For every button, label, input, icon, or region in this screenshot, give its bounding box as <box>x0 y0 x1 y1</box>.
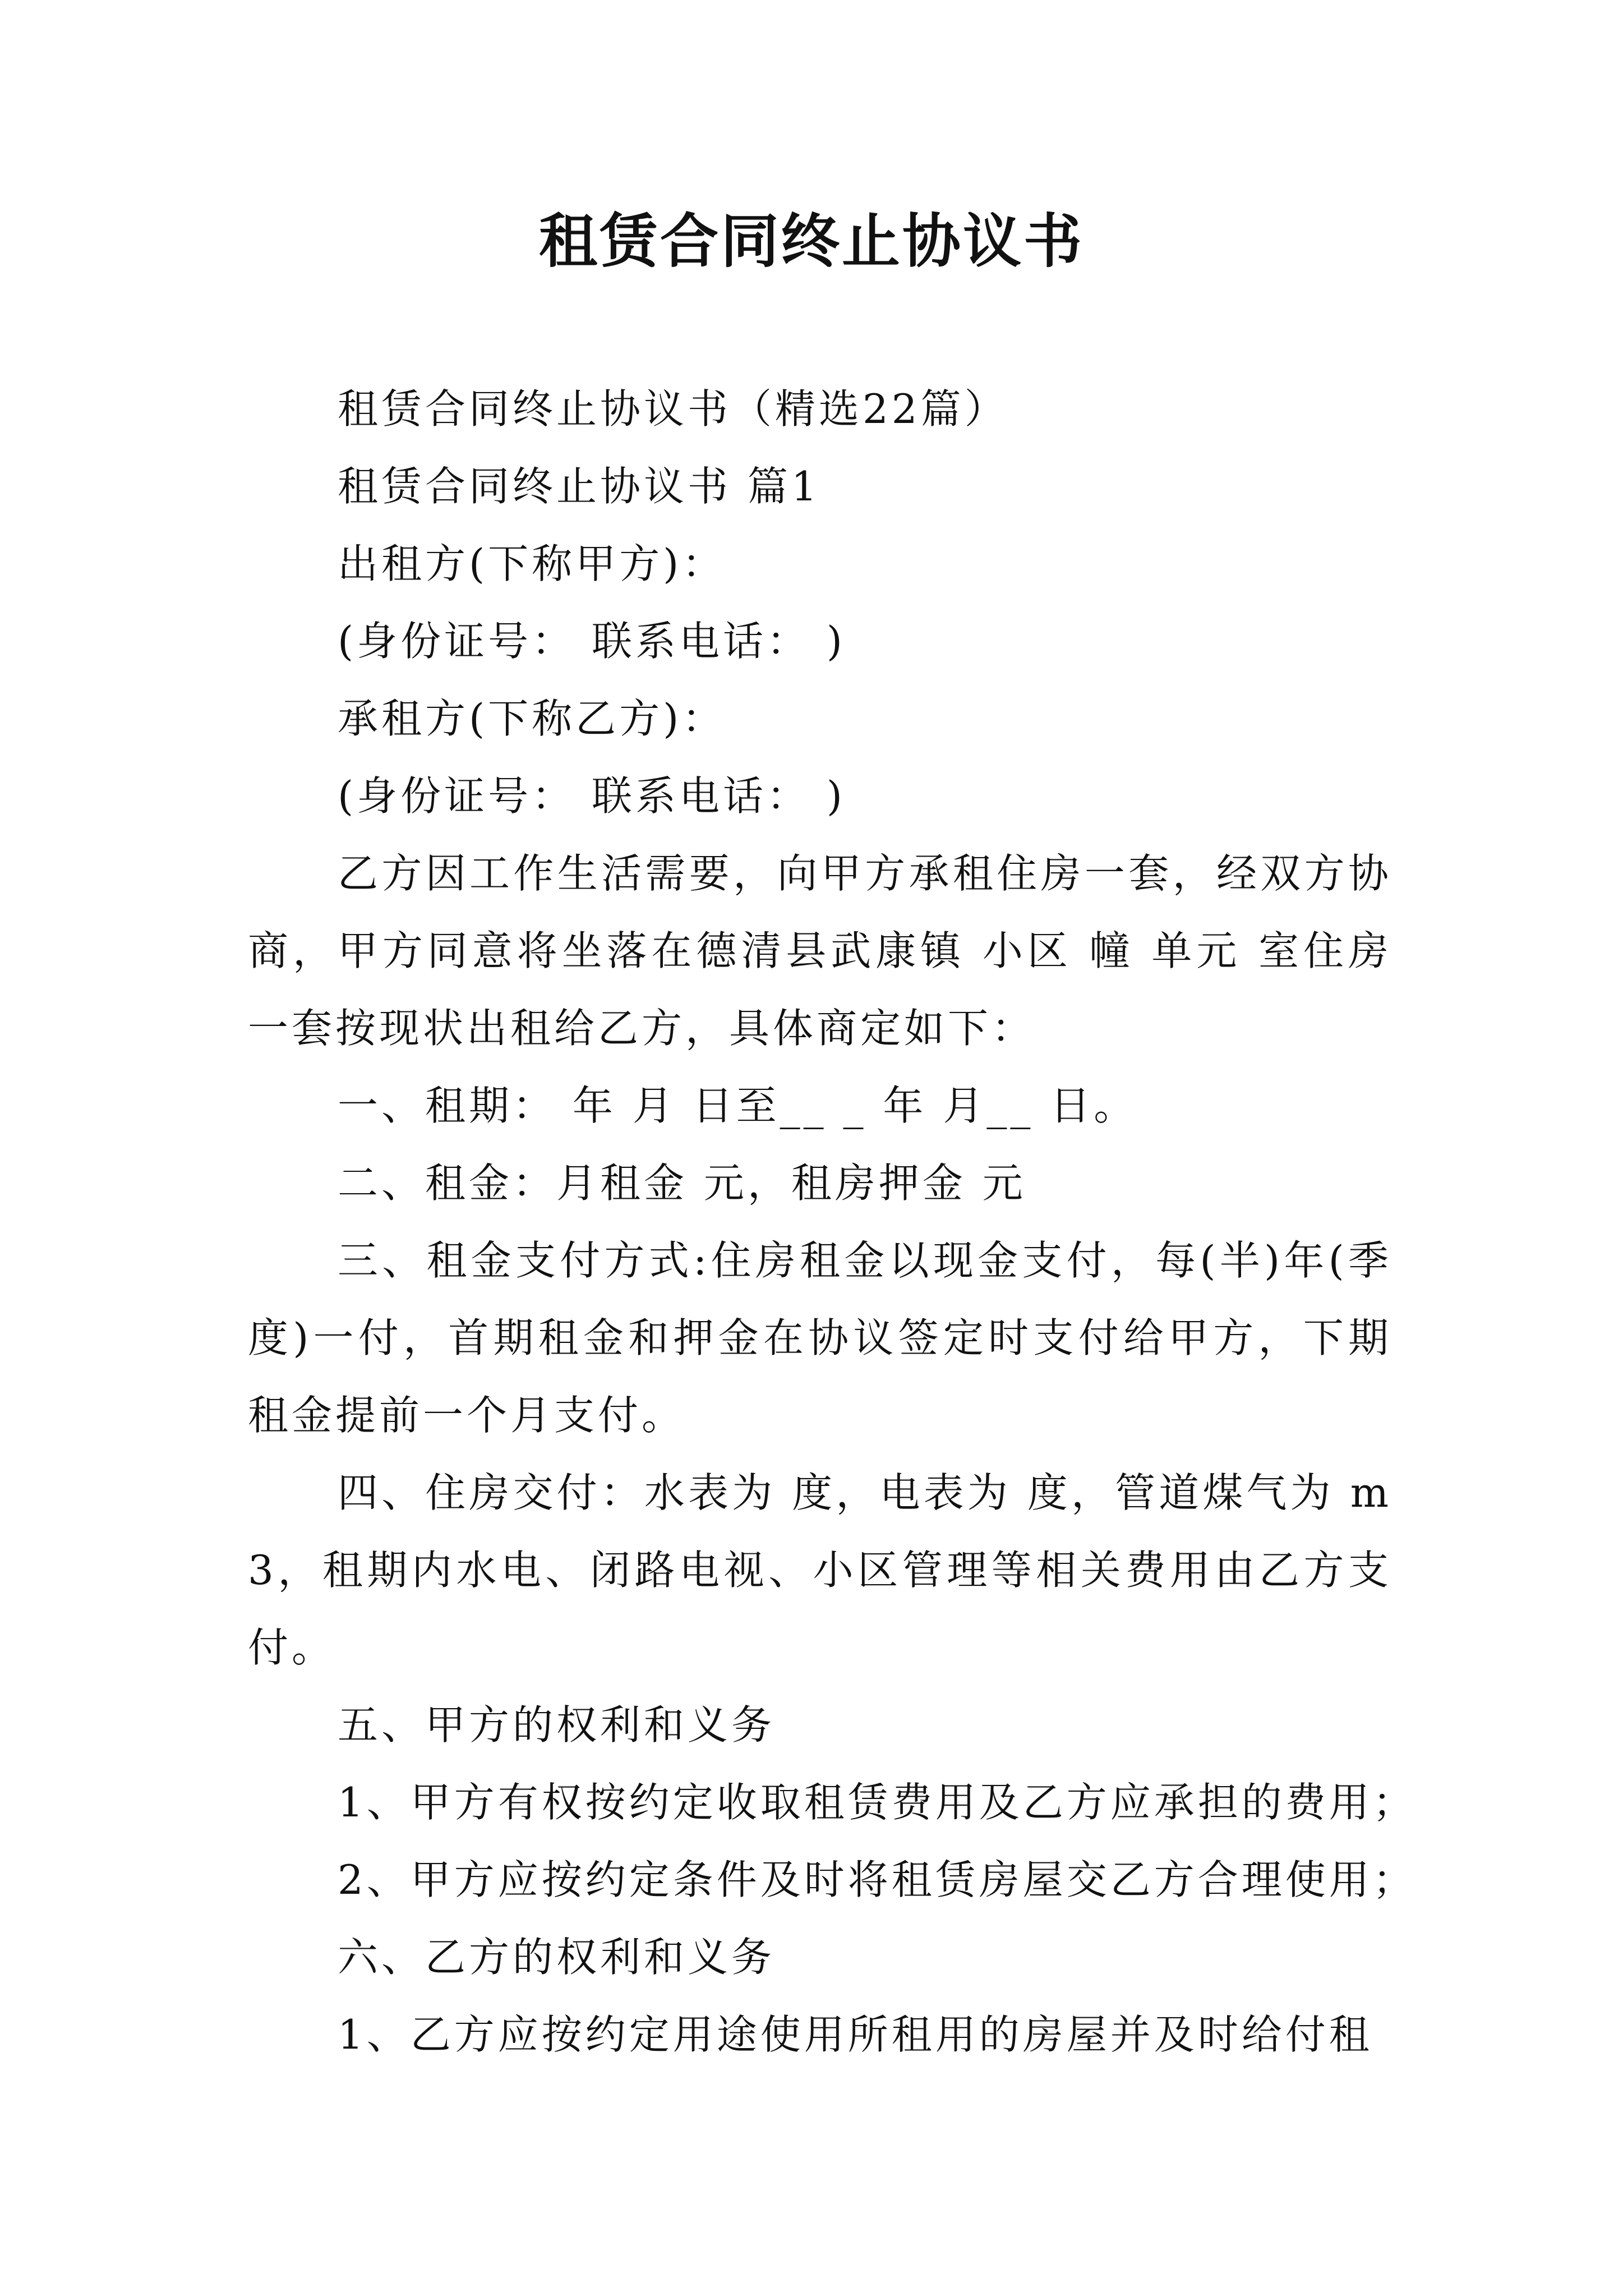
paragraph-term: 一、租期： 年 月 日至__ _ 年 月__ 日。 <box>338 1082 1138 1129</box>
paragraph-lessee: 承租方(下称乙方)： <box>338 695 726 742</box>
document-title: 租赁合同终止协议书 <box>538 206 1084 275</box>
paragraph-lessor-id: (身份证号： 联系电话： ) <box>338 618 846 665</box>
paragraph-payment: 三、租金支付方式:住房租金以现金支付，每(半)年(季度)一付，首期租金和押金在协议签定时支付给甲方，下期租金提前一个月支付。 <box>248 1237 1392 1439</box>
paragraph-lessor-right-1: 1、甲方有权按约定收取租赁费用及乙方应承担的费用； <box>338 1779 1417 1826</box>
paragraph-lessor: 出租方(下称甲方)： <box>338 540 726 587</box>
paragraph-lessee-rights-heading: 六、乙方的权利和义务 <box>338 1934 776 1981</box>
paragraph-rent: 二、租金：月租金 元，租房押金 元 <box>338 1159 1026 1207</box>
paragraph-lessor-rights-heading: 五、甲方的权利和义务 <box>338 1701 776 1749</box>
paragraph-lessee-id: (身份证号： 联系电话： ) <box>338 772 846 820</box>
paragraph-lessee-right-1: 1、乙方应按约定用途使用所租用的房屋并及时给付租 <box>338 2011 1373 2058</box>
paragraph-handover: 四、住房交付：水表为 度，电表为 度，管道煤气为 m3，租期内水电、闭路电视、小区管理等相关费用由乙方支付。 <box>248 1469 1392 1671</box>
paragraph-section-heading: 租赁合同终止协议书 篇1 <box>338 463 820 510</box>
document-body <box>248 370 1417 2073</box>
paragraph-subtitle: 租赁合同终止协议书（精选22篇） <box>338 385 1008 432</box>
paragraph-intro: 乙方因工作生活需要，向甲方承租住房一套，经双方协商，甲方同意将坐落在德清县武康镇 小区 幢 单元 室住房一套按现状出租给乙方，具体商定如下： <box>248 850 1392 1052</box>
paragraph-lessor-right-2: 2、甲方应按约定条件及时将租赁房屋交乙方合理使用； <box>338 1856 1417 1903</box>
